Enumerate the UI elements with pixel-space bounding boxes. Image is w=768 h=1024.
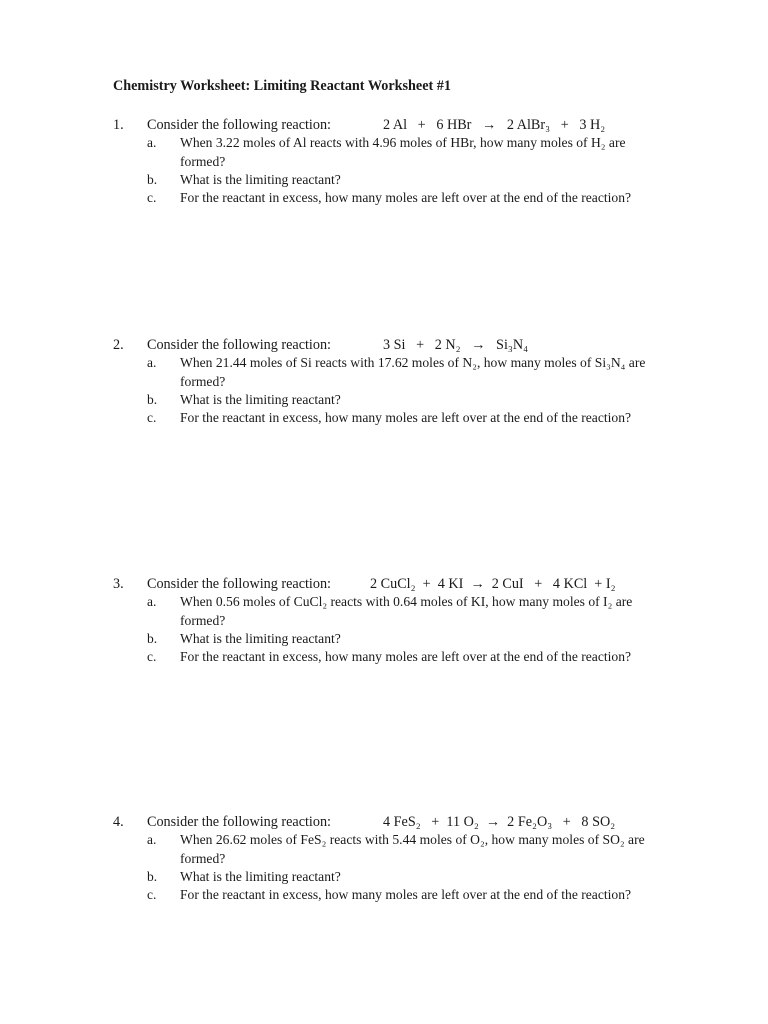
reaction-equation: 2 Al + 6 HBr → 2 AlBr₃ + 3 H₂	[383, 117, 606, 133]
part-b-question: What is the limiting reactant?	[180, 631, 341, 646]
part-a-label: a.	[147, 594, 157, 609]
part-a-label: a.	[147, 832, 157, 847]
part-b-question: What is the limiting reactant?	[180, 869, 341, 884]
reaction-equation: 4 FeS₂ + 11 O₂ → 2 Fe₂O₃ + 8 SO₂	[383, 814, 616, 830]
part-c-question: For the reactant in excess, how many moles are left over at the end of the reaction?	[180, 410, 632, 425]
part-b-label: b.	[147, 631, 158, 646]
part-a-question: When 0.56 moles of CuCl₂ reacts with 0.64 moles of KI, how many moles of I₂ are formed?	[180, 594, 633, 628]
part-a-label: a.	[147, 355, 157, 370]
problem-intro: Consider the following reaction:	[147, 814, 332, 830]
problem-number: 4.	[113, 814, 124, 830]
part-a-question: When 3.22 moles of Al reacts with 4.96 moles of HBr, how many moles of H₂ are formed?	[180, 135, 626, 169]
part-b-question: What is the limiting reactant?	[180, 172, 341, 187]
problem-number: 2.	[113, 337, 124, 353]
problem-intro: Consider the following reaction:	[147, 117, 332, 133]
part-c-label: c.	[147, 887, 157, 902]
problem-intro: Consider the following reaction:	[147, 337, 332, 353]
part-c-label: c.	[147, 410, 157, 425]
part-a-question: When 26.62 moles of FeS₂ reacts with 5.44 moles of O₂, how many moles of SO₂ are formed?	[180, 832, 645, 866]
problem-number: 1.	[113, 117, 124, 133]
reaction-equation: 2 CuCl₂ + 4 KI → 2 CuI + 4 KCl + I₂	[370, 576, 616, 592]
reaction-equation: 3 Si + 2 N₂ → Si₃N₄	[383, 337, 529, 353]
part-c-label: c.	[147, 190, 157, 205]
part-b-label: b.	[147, 172, 158, 187]
part-c-question: For the reactant in excess, how many moles are left over at the end of the reaction?	[180, 649, 632, 664]
part-a-question: When 21.44 moles of Si reacts with 17.62 moles of N₂, how many moles of Si₃N₄ are formed?	[180, 355, 646, 389]
part-c-label: c.	[147, 649, 157, 664]
part-b-label: b.	[147, 392, 158, 407]
part-c-question: For the reactant in excess, how many moles are left over at the end of the reaction?	[180, 190, 632, 205]
problem-intro: Consider the following reaction:	[147, 576, 332, 592]
part-a-label: a.	[147, 135, 157, 150]
worksheet-title: Chemistry Worksheet: Limiting Reactant Worksheet #1	[113, 78, 451, 94]
part-c-question: For the reactant in excess, how many moles are left over at the end of the reaction?	[180, 887, 632, 902]
problem-number: 3.	[113, 576, 124, 592]
part-b-question: What is the limiting reactant?	[180, 392, 341, 407]
part-b-label: b.	[147, 869, 158, 884]
